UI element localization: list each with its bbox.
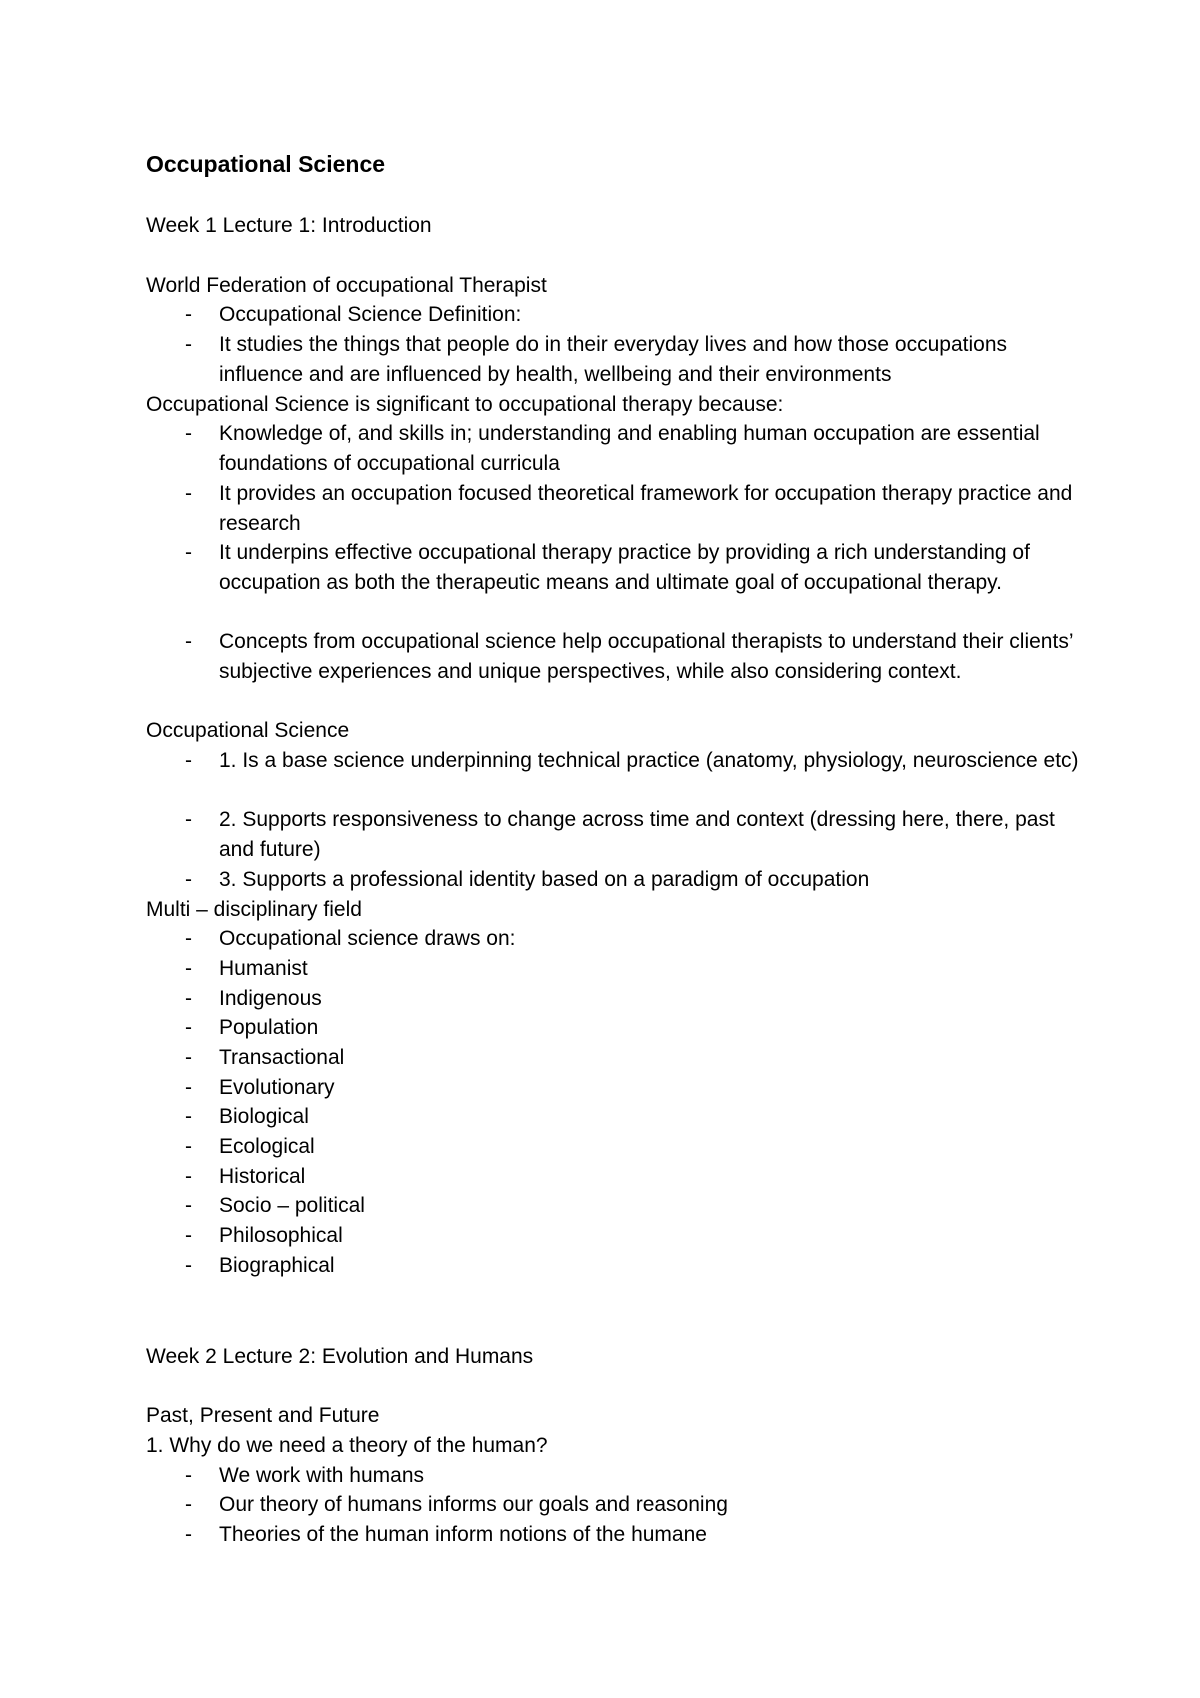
bullet-dash: - <box>185 1135 192 1158</box>
list-item: Occupational science draws on: <box>219 927 516 950</box>
bullet-dash: - <box>185 749 192 772</box>
week1-heading: Week 1 Lecture 1: Introduction <box>146 214 432 237</box>
bullet-dash: - <box>185 1046 192 1069</box>
multi-heading: Multi – disciplinary field <box>146 898 362 921</box>
bullet-dash: - <box>185 1493 192 1516</box>
list-item: It studies the things that people do in their everyday lives and how those occupations influence and are influenced by health, wellbeing and their environments <box>219 333 1007 386</box>
bullet-dash: - <box>185 1016 192 1039</box>
bullet-dash: - <box>185 1105 192 1128</box>
ppf-question: 1. Why do we need a theory of the human? <box>146 1434 548 1457</box>
bullet-dash: - <box>185 1076 192 1099</box>
week2-heading: Week 2 Lecture 2: Evolution and Humans <box>146 1345 534 1368</box>
list-item: Socio – political <box>219 1194 365 1217</box>
list-item: 1. Is a base science underpinning technical practice (anatomy, physiology, neuroscience etc) <box>219 749 1079 772</box>
wfot-heading: World Federation of occupational Therapist <box>146 274 547 297</box>
list-item: Humanist <box>219 957 308 980</box>
list-item: Historical <box>219 1165 306 1188</box>
bullet-dash: - <box>185 1464 192 1487</box>
bullet-dash: - <box>185 422 192 445</box>
bullet-dash: - <box>185 1224 192 1247</box>
list-item: It provides an occupation focused theoretical framework for occupation therapy practice and research <box>219 482 1073 535</box>
list-item: Biographical <box>219 1254 335 1277</box>
bullet-dash: - <box>185 1165 192 1188</box>
ppf-heading: Past, Present and Future <box>146 1404 380 1427</box>
list-item: Ecological <box>219 1135 315 1158</box>
list-item: Transactional <box>219 1046 345 1069</box>
list-item: Concepts from occupational science help occupational therapists to understand their clients’ subjective experiences and unique perspectives, while also considering context. <box>219 630 1073 683</box>
bullet-dash: - <box>185 303 192 326</box>
list-item: 2. Supports responsiveness to change across time and context (dressing here, there, past and future) <box>219 808 1055 861</box>
list-item: Theories of the human inform notions of the humane <box>219 1523 707 1546</box>
list-item: We work with humans <box>219 1464 425 1487</box>
list-item: Biological <box>219 1105 309 1128</box>
os-heading: Occupational Science <box>146 719 350 742</box>
significance-heading: Occupational Science is significant to occupational therapy because: <box>146 393 784 416</box>
document-title: Occupational Science <box>146 151 386 177</box>
list-item: Population <box>219 1016 319 1039</box>
bullet-dash: - <box>185 1194 192 1217</box>
bullet-dash: - <box>185 868 192 891</box>
list-item: Philosophical <box>219 1224 343 1247</box>
bullet-dash: - <box>185 1523 192 1546</box>
bullet-dash: - <box>185 333 192 356</box>
bullet-dash: - <box>185 630 192 653</box>
bullet-dash: - <box>185 927 192 950</box>
list-item: It underpins effective occupational therapy practice by providing a rich understanding of occupation as both the therapeutic means and ultimate goal of occupational therapy. <box>219 541 1030 594</box>
list-item: Indigenous <box>219 987 322 1010</box>
bullet-dash: - <box>185 482 192 505</box>
bullet-dash: - <box>185 1254 192 1277</box>
bullet-dash: - <box>185 808 192 831</box>
list-item: Our theory of humans informs our goals and reasoning <box>219 1493 728 1516</box>
list-item: Occupational Science Definition: <box>219 303 522 326</box>
list-item: Knowledge of, and skills in; understanding and enabling human occupation are essential foundations of occupational curricula <box>219 422 1040 475</box>
bullet-dash: - <box>185 957 192 980</box>
bullet-dash: - <box>185 541 192 564</box>
list-item: Evolutionary <box>219 1076 335 1099</box>
bullet-dash: - <box>185 987 192 1010</box>
list-item: 3. Supports a professional identity based on a paradigm of occupation <box>219 868 870 891</box>
